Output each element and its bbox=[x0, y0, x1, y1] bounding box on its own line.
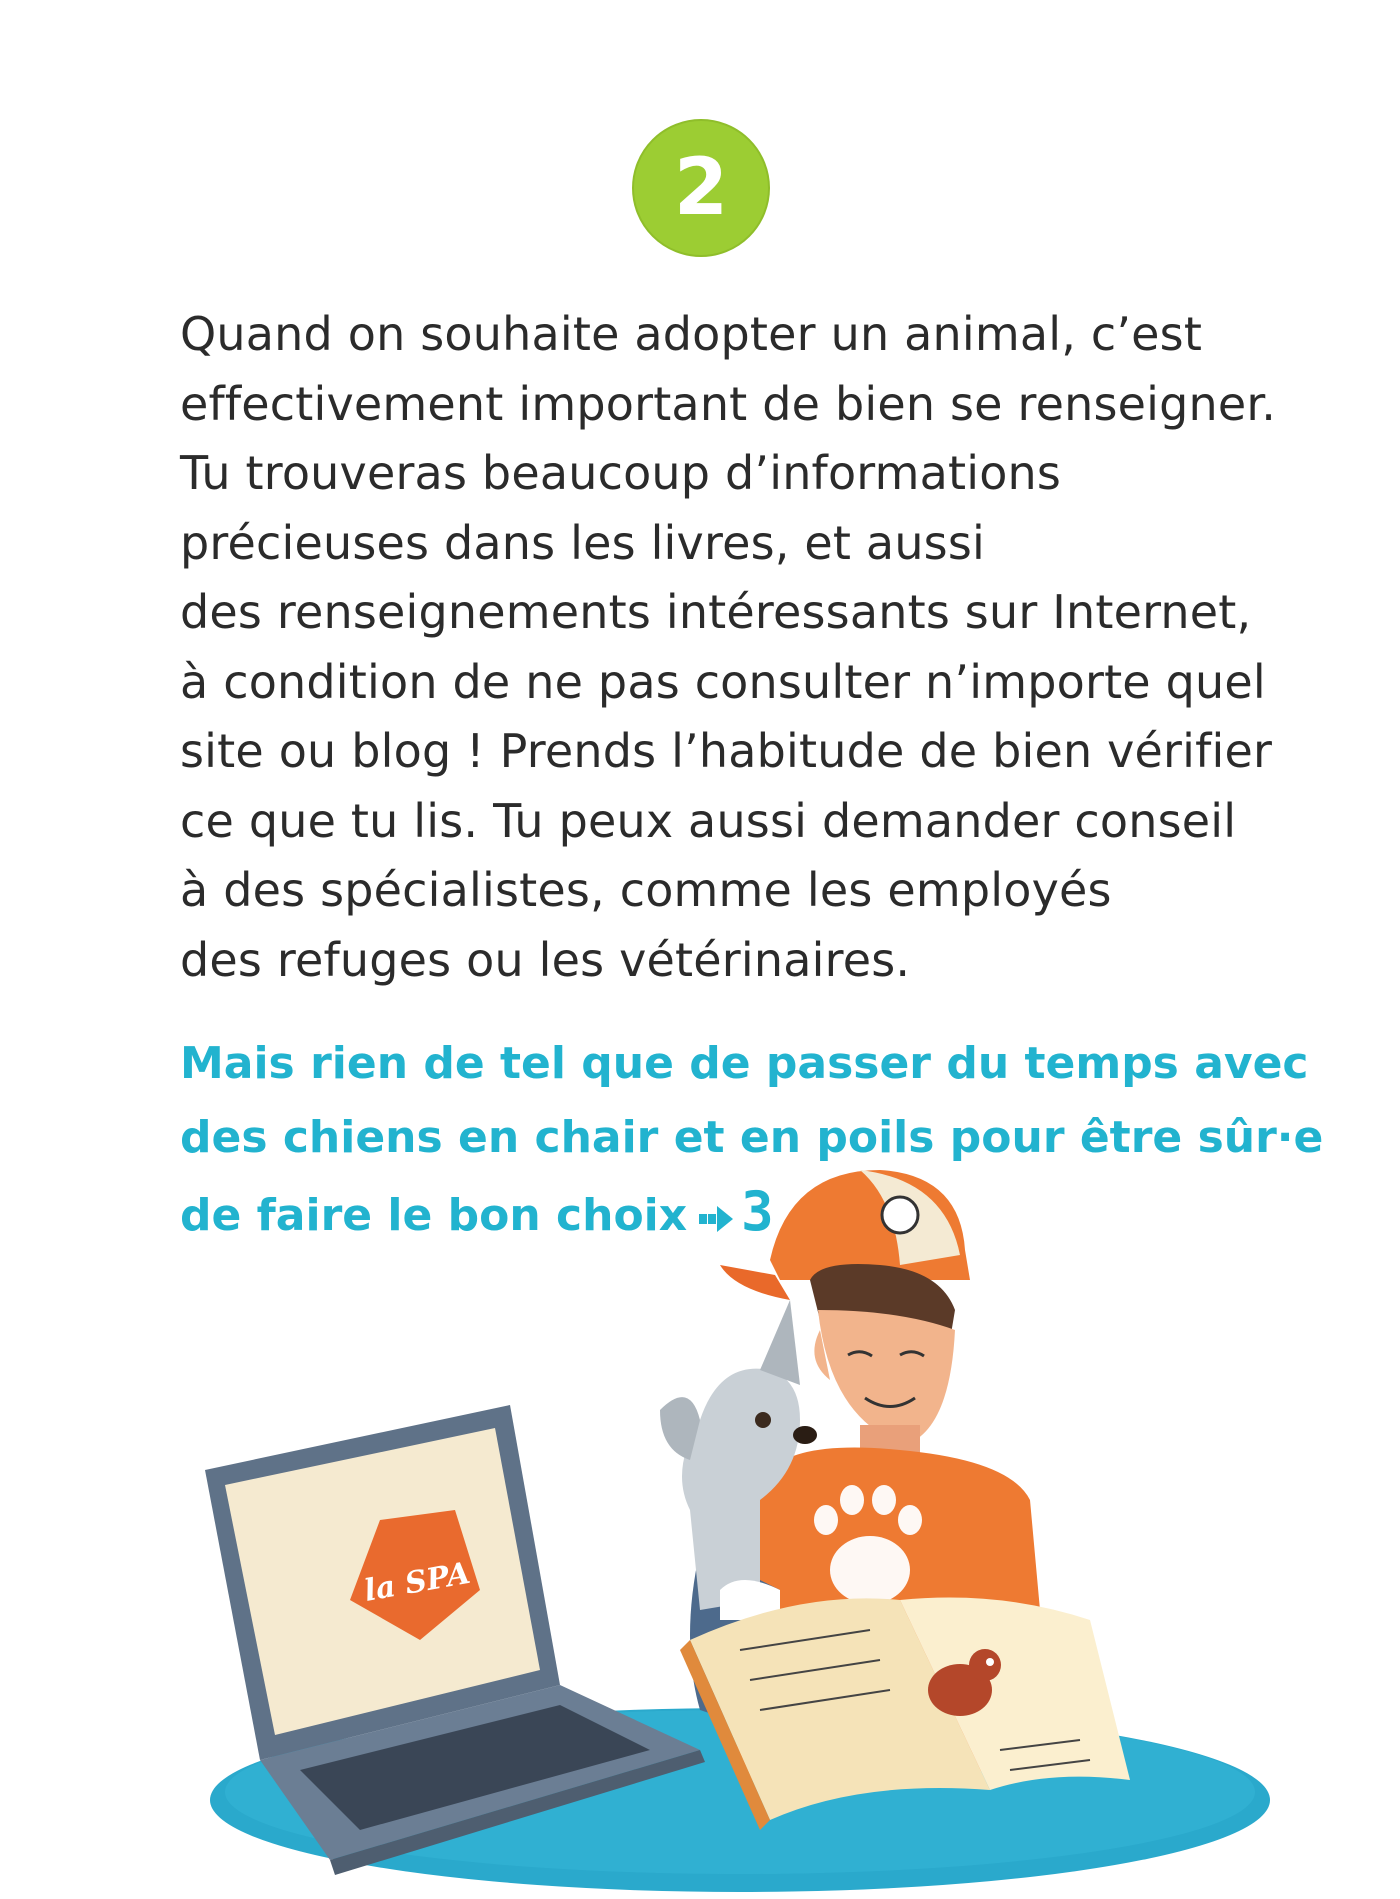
highlight-line: des chiens en chair et en poils pour être sûr·e bbox=[180, 1112, 1324, 1163]
highlight-line: de faire le bon choix bbox=[180, 1190, 688, 1241]
paragraph-line: site ou blog ! Prends l’habitude de bien vérifier bbox=[180, 724, 1273, 778]
spa-logo-text: la SPA bbox=[361, 1555, 473, 1609]
paragraph-line: précieuses dans les livres, et aussi bbox=[180, 515, 985, 570]
step-number-badge bbox=[631, 118, 771, 258]
paragraph-line: à des spécialistes, comme les employés bbox=[180, 863, 1112, 917]
body-paragraph bbox=[180, 300, 1277, 995]
paragraph-line: Quand on souhaite adopter un animal, c’est bbox=[180, 307, 1203, 361]
paragraph-line: des renseignements intéressants sur Internet, bbox=[180, 585, 1252, 639]
highlight-line: Mais rien de tel que de passer du temps avec bbox=[180, 1038, 1309, 1089]
paragraph-line: effectivement important de bien se renseigner. bbox=[180, 376, 1277, 431]
illustration-boy-dog-laptop bbox=[0, 1170, 1400, 1899]
cap-logo-icon bbox=[882, 1197, 918, 1233]
next-step-number: 3 bbox=[741, 1180, 774, 1243]
paragraph-line: des refuges ou les vétérinaires. bbox=[180, 932, 911, 987]
boy-face bbox=[818, 1310, 955, 1445]
paragraph-line: ce que tu lis. Tu peux aussi demander conseil bbox=[180, 793, 1237, 848]
badge-number: 2 bbox=[673, 143, 729, 233]
paragraph-line: Tu trouveras beaucoup d’informations bbox=[180, 446, 1062, 500]
paragraph-line: à condition de ne pas consulter n’importe quel bbox=[180, 654, 1266, 709]
